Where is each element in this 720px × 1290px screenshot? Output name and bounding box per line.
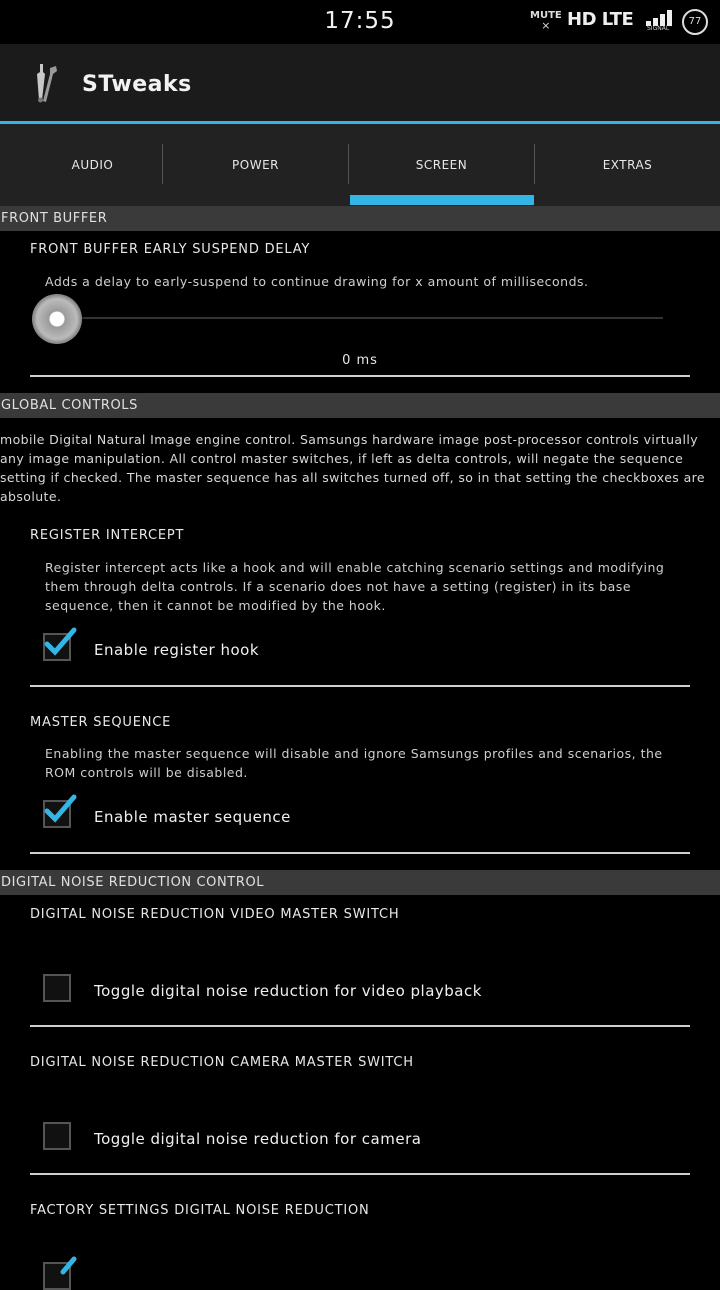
factory-dnr-title: FACTORY SETTINGS DIGITAL NOISE REDUCTION bbox=[30, 1203, 370, 1218]
dnr-video-title: DIGITAL NOISE REDUCTION VIDEO MASTER SWITCH bbox=[30, 907, 400, 922]
master-sequence-summary: Enabling the master sequence will disable and ignore Samsungs profiles and scenarios, the ROM controls will be disabled. bbox=[45, 746, 663, 780]
dnr-video-checkbox[interactable] bbox=[43, 974, 71, 1002]
dnr-video-label[interactable]: Toggle digital noise reduction for video playback bbox=[94, 982, 482, 1000]
app-title: STweaks bbox=[82, 72, 192, 97]
register-hook-label[interactable]: Enable register hook bbox=[94, 641, 260, 659]
early-suspend-summary: Adds a delay to early-suspend to continue drawing for x amount of milliseconds. bbox=[45, 274, 589, 289]
master-sequence-label[interactable]: Enable master sequence bbox=[94, 808, 291, 826]
signal-icon bbox=[646, 10, 674, 26]
global-controls-description: mobile Digital Natural Image engine control. Samsungs hardware image post-processor controls virtually any image manipulation. All control master switches, if left as delta controls, will negate the sequence setting if checked. The master sequence has all switches turned off, so in that setting the checkboxes are absolute. bbox=[0, 432, 706, 504]
section-header-front-buffer: FRONT BUFFER bbox=[0, 206, 720, 231]
wrench-screwdriver-icon bbox=[30, 62, 62, 104]
early-suspend-slider-track[interactable] bbox=[60, 317, 663, 319]
section-header-dnr: DIGITAL NOISE REDUCTION CONTROL bbox=[0, 870, 720, 895]
master-sequence-checkbox[interactable] bbox=[43, 800, 71, 828]
tab-extras[interactable]: EXTRAS bbox=[602, 158, 653, 172]
checkmark-icon bbox=[43, 627, 77, 657]
divider bbox=[30, 375, 690, 377]
status-clock: 17:55 bbox=[324, 8, 396, 34]
divider bbox=[30, 685, 690, 687]
register-hook-checkbox[interactable] bbox=[43, 633, 71, 661]
dnr-camera-checkbox[interactable] bbox=[43, 1122, 71, 1150]
network-type-label: HD LTE bbox=[567, 9, 634, 30]
register-intercept-title: REGISTER INTERCEPT bbox=[30, 528, 185, 543]
tab-power[interactable]: POWER bbox=[232, 158, 279, 172]
checkmark-icon bbox=[43, 1256, 77, 1276]
selected-tab-indicator bbox=[350, 195, 534, 205]
divider bbox=[30, 852, 690, 854]
dnr-camera-title: DIGITAL NOISE REDUCTION CAMERA MASTER SWITCH bbox=[30, 1055, 414, 1070]
signal-label: SIGNAL bbox=[647, 25, 670, 32]
tab-bar bbox=[0, 124, 720, 206]
action-bar bbox=[0, 44, 720, 122]
early-suspend-value: 0 ms bbox=[342, 353, 378, 368]
tab-screen[interactable]: SCREEN bbox=[415, 158, 468, 172]
divider bbox=[30, 1025, 690, 1027]
battery-icon: 77 bbox=[682, 9, 708, 35]
mute-mark: × bbox=[541, 19, 551, 32]
status-bar bbox=[0, 0, 720, 44]
dnr-camera-label[interactable]: Toggle digital noise reduction for camera bbox=[94, 1130, 422, 1148]
early-suspend-title: FRONT BUFFER EARLY SUSPEND DELAY bbox=[30, 242, 311, 257]
checkmark-icon bbox=[43, 794, 77, 824]
master-sequence-title: MASTER SEQUENCE bbox=[30, 715, 172, 730]
factory-dnr-checkbox[interactable] bbox=[43, 1262, 71, 1290]
register-intercept-summary: Register intercept acts like a hook and will enable catching scenario settings and modifying them through delta controls. If a scenario does not have a setting (register) in its base sequence, then it cannot be modified by the hook. bbox=[45, 560, 665, 613]
mute-indicator bbox=[530, 11, 562, 31]
mute-label: MUTE bbox=[530, 10, 562, 21]
early-suspend-slider-thumb[interactable] bbox=[32, 294, 82, 344]
tab-audio[interactable]: AUDIO bbox=[71, 158, 114, 172]
divider bbox=[30, 1173, 690, 1175]
section-header-global-controls: GLOBAL CONTROLS bbox=[0, 393, 720, 418]
